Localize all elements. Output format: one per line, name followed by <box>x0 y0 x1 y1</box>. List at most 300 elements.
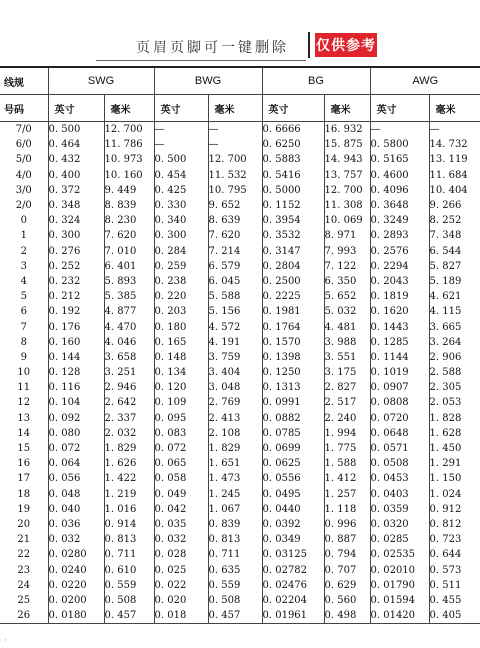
table-cell: 5. 588 <box>208 289 262 304</box>
table-cell: 6. 401 <box>104 259 154 274</box>
gauge-number-cell: 1 <box>20 230 27 242</box>
table-cell: 0. 083 <box>154 426 208 441</box>
gauge-number-label: 号码 <box>0 95 48 122</box>
gauge-number-cell: 4 <box>20 275 27 287</box>
unit-header-mm: 毫米 <box>429 95 480 122</box>
table-cell: 1. 829 <box>208 441 262 456</box>
table-row <box>0 137 480 152</box>
table-cell: 0. 0240 <box>48 562 104 577</box>
gauge-number-cell: 2/0 <box>15 200 32 212</box>
table-cell: 0. 0453 <box>370 471 429 486</box>
table-cell: 4. 877 <box>104 304 154 319</box>
table-cell: 0. 065 <box>154 456 208 471</box>
table-cell: 15. 875 <box>324 137 370 152</box>
table-cell: 0. 0648 <box>370 426 429 441</box>
table-cell: 7. 214 <box>208 244 262 259</box>
unit-header-inch: 英寸 <box>262 95 324 122</box>
table-cell: 0. 559 <box>208 578 262 593</box>
table-cell: 0. 794 <box>324 547 370 562</box>
table-cell: 0. 02010 <box>370 562 429 577</box>
table-cell: 4. 481 <box>324 319 370 334</box>
gauge-number-cell: 4/0 <box>15 169 32 181</box>
table-cell: 0. 104 <box>48 395 104 410</box>
table-row <box>0 395 480 410</box>
table-cell: 1. 118 <box>324 502 370 517</box>
table-cell: 1. 450 <box>429 441 480 456</box>
table-cell: 7. 122 <box>324 259 370 274</box>
table-cell: 0. 1250 <box>262 365 324 380</box>
table-cell: 0. 454 <box>154 168 208 183</box>
table-cell: 7. 993 <box>324 244 370 259</box>
table-cell: 0. 022 <box>154 578 208 593</box>
header-title: 页眉页脚可一键删除 <box>136 40 289 56</box>
table-row <box>0 350 480 365</box>
table-cell: 0. 058 <box>154 471 208 486</box>
gauge-number-cell: 5 <box>20 291 27 303</box>
table-cell: 8. 230 <box>104 213 154 228</box>
table-cell: 0. 025 <box>154 562 208 577</box>
table-cell: 0. 020 <box>154 593 208 608</box>
gauge-number-cell: 8 <box>20 336 27 348</box>
table-cell: 2. 769 <box>208 395 262 410</box>
table-cell: 0. 148 <box>154 350 208 365</box>
table-cell: 11. 786 <box>104 137 154 152</box>
gauge-number-cell: 7 <box>20 321 27 333</box>
table-cell: 0. 036 <box>48 517 104 532</box>
table-cell: 0. 0508 <box>370 456 429 471</box>
table-cell: 9. 652 <box>208 198 262 213</box>
table-cell: 0. 064 <box>48 456 104 471</box>
table-cell: 0. 0991 <box>262 395 324 410</box>
unit-header-mm: 毫米 <box>104 95 154 122</box>
table-row <box>0 335 480 350</box>
table-cell: 0. 560 <box>324 593 370 608</box>
table-row <box>0 304 480 319</box>
table-cell: 10. 069 <box>324 213 370 228</box>
table-cell: 0. 0320 <box>370 517 429 532</box>
table-cell: 0. 3648 <box>370 198 429 213</box>
table-cell: 3. 251 <box>104 365 154 380</box>
table-cell: 0. 2225 <box>262 289 324 304</box>
table-cell: 14. 943 <box>324 152 370 167</box>
table-row <box>0 608 480 624</box>
table-row <box>0 183 480 198</box>
table-cell: 11. 308 <box>324 198 370 213</box>
table-cell: 0. 259 <box>154 259 208 274</box>
table-cell: 4. 115 <box>429 304 480 319</box>
table-cell: 0. 6250 <box>262 137 324 152</box>
table-cell: 3. 665 <box>429 319 480 334</box>
table-cell: 12. 700 <box>208 152 262 167</box>
gauge-number-cell: 24 <box>17 579 31 591</box>
table-row <box>0 532 480 547</box>
table-cell: 0. 400 <box>48 168 104 183</box>
table-cell: 0. 5800 <box>370 137 429 152</box>
table-cell: 1. 067 <box>208 502 262 517</box>
table-cell: 3. 658 <box>104 350 154 365</box>
gauge-number-cell: 25 <box>17 594 31 606</box>
table-cell: 0. 405 <box>429 608 480 624</box>
table-cell: 7. 620 <box>104 228 154 243</box>
table-cell: — <box>208 137 262 152</box>
table-cell: 0. 072 <box>154 441 208 456</box>
table-cell: 0. 1019 <box>370 365 429 380</box>
gauge-number-cell: 2 <box>20 245 27 257</box>
standard-header-bg: BG <box>262 67 370 95</box>
table-cell: 0. 813 <box>208 532 262 547</box>
table-cell: 0. 212 <box>48 289 104 304</box>
table-cell: — <box>429 122 480 138</box>
table-row <box>0 562 480 577</box>
table-cell: 1. 829 <box>104 441 154 456</box>
table-row <box>0 228 480 243</box>
table-cell: 0. 276 <box>48 244 104 259</box>
gauge-number-cell: 21 <box>17 534 31 546</box>
table-cell: 3. 264 <box>429 335 480 350</box>
gauge-number-cell: 6/0 <box>15 139 32 151</box>
gauge-number-cell: 19 <box>17 503 31 515</box>
table-cell: 0. 095 <box>154 411 208 426</box>
header-divider <box>308 32 310 58</box>
table-cell: 16. 932 <box>324 122 370 138</box>
table-cell: 4. 621 <box>429 289 480 304</box>
table-cell: 0. 035 <box>154 517 208 532</box>
table-cell: 0. 176 <box>48 319 104 334</box>
table-cell: 8. 252 <box>429 213 480 228</box>
table-cell: 1. 775 <box>324 441 370 456</box>
table-cell: 0. 232 <box>48 274 104 289</box>
table-cell: 0. 707 <box>324 562 370 577</box>
table-cell: 0. 080 <box>48 426 104 441</box>
table-cell: 0. 048 <box>48 487 104 502</box>
table-cell: 0. 01961 <box>262 608 324 624</box>
table-cell: 0. 1144 <box>370 350 429 365</box>
table-row <box>0 547 480 562</box>
standard-header-swg: SWG <box>48 67 154 95</box>
table-cell: 0. 1152 <box>262 198 324 213</box>
gauge-number-cell: 23 <box>17 564 31 576</box>
table-row <box>0 259 480 274</box>
table-cell: 0. 0440 <box>262 502 324 517</box>
table-cell: 1. 245 <box>208 487 262 502</box>
table-cell: 10. 404 <box>429 183 480 198</box>
table-cell: 5. 189 <box>429 274 480 289</box>
table-cell: 0. 500 <box>154 152 208 167</box>
table-cell: 4. 572 <box>208 319 262 334</box>
table-cell: 7. 620 <box>208 228 262 243</box>
table-cell: 0. 1620 <box>370 304 429 319</box>
table-cell: 0. 0808 <box>370 395 429 410</box>
table-cell: 10. 973 <box>104 152 154 167</box>
table-cell: 1. 024 <box>429 487 480 502</box>
table-cell: 0. 109 <box>154 395 208 410</box>
table-cell: 0. 996 <box>324 517 370 532</box>
table-cell: 0. 0882 <box>262 411 324 426</box>
table-cell: 1. 473 <box>208 471 262 486</box>
table-cell: 0. 887 <box>324 532 370 547</box>
table-cell: 0. 0200 <box>48 593 104 608</box>
standard-header-awg: AWG <box>370 67 480 95</box>
table-cell: 10. 160 <box>104 168 154 183</box>
gauge-number-cell: 0 <box>20 215 27 227</box>
table-cell: 0. 1285 <box>370 335 429 350</box>
table-cell: 0. 1398 <box>262 350 324 365</box>
table-cell: 0. 372 <box>48 183 104 198</box>
table-cell: 0. 2500 <box>262 274 324 289</box>
table-cell: 2. 240 <box>324 411 370 426</box>
table-cell: 0. 1981 <box>262 304 324 319</box>
header-underline <box>96 60 306 61</box>
gauge-number-cell: 13 <box>17 412 31 424</box>
table-cell: 1. 588 <box>324 456 370 471</box>
gauge-number-cell: 7/0 <box>15 124 32 136</box>
table-cell: 4. 470 <box>104 319 154 334</box>
gauge-number-cell: 12 <box>17 397 31 409</box>
table-cell: 5. 032 <box>324 304 370 319</box>
table-cell: 13. 757 <box>324 168 370 183</box>
table-cell: 0. 0349 <box>262 532 324 547</box>
table-cell: 10. 795 <box>208 183 262 198</box>
table-cell: 0. 0280 <box>48 547 104 562</box>
table-cell: 0. 635 <box>208 562 262 577</box>
table-cell: 0. 644 <box>429 547 480 562</box>
table-row <box>0 289 480 304</box>
table-cell: 3. 551 <box>324 350 370 365</box>
table-cell: 0. 464 <box>48 137 104 152</box>
table-cell: 0. 1313 <box>262 380 324 395</box>
table-cell: 0. 128 <box>48 365 104 380</box>
table-cell: 12. 700 <box>324 183 370 198</box>
table-cell: 1. 828 <box>429 411 480 426</box>
table-cell: 0. 144 <box>48 350 104 365</box>
table-row <box>0 365 480 380</box>
table-cell: 0. 300 <box>154 228 208 243</box>
table-cell: 0. 812 <box>429 517 480 532</box>
table-cell: 2. 946 <box>104 380 154 395</box>
table-cell: 1. 412 <box>324 471 370 486</box>
table-cell: 0. 5165 <box>370 152 429 167</box>
gauge-number-cell: 10 <box>17 367 31 379</box>
table-cell: 0. 0785 <box>262 426 324 441</box>
table-cell: 0. 01790 <box>370 578 429 593</box>
table-cell: 8. 839 <box>104 198 154 213</box>
table-row <box>0 502 480 517</box>
table-cell: 0. 511 <box>429 578 480 593</box>
wire-gauge-table <box>0 66 480 624</box>
table-row <box>0 487 480 502</box>
table-body <box>0 122 480 624</box>
table-cell: 1. 016 <box>104 502 154 517</box>
table-cell: 0. 0403 <box>370 487 429 502</box>
table-cell: 0. 500 <box>48 122 104 138</box>
table-cell: 0. 2043 <box>370 274 429 289</box>
table-cell: — <box>154 137 208 152</box>
table-cell: 0. 072 <box>48 441 104 456</box>
table-cell: 0. 02535 <box>370 547 429 562</box>
gauge-corner-label: 线规 <box>0 67 48 95</box>
gauge-number-cell: 14 <box>17 427 31 439</box>
table-cell: 5. 893 <box>104 274 154 289</box>
table-cell: 3. 404 <box>208 365 262 380</box>
footer-mark: · <box>4 636 7 645</box>
table-row <box>0 441 480 456</box>
table-cell: 0. 0180 <box>48 608 104 624</box>
table-cell: 0. 498 <box>324 608 370 624</box>
table-cell: 5. 156 <box>208 304 262 319</box>
page-header <box>96 30 386 62</box>
table-cell: 0. 0699 <box>262 441 324 456</box>
table-cell: 1. 291 <box>429 456 480 471</box>
table-row <box>0 411 480 426</box>
table-cell: 0. 457 <box>208 608 262 624</box>
table-row <box>0 517 480 532</box>
table-cell: 2. 108 <box>208 426 262 441</box>
table-cell: 5. 827 <box>429 259 480 274</box>
table-cell: 0. 049 <box>154 487 208 502</box>
table-cell: 0. 839 <box>208 517 262 532</box>
table-cell: 0. 180 <box>154 319 208 334</box>
unit-header-inch: 英寸 <box>48 95 104 122</box>
gauge-number-cell: 3 <box>20 260 27 272</box>
table-cell: 0. 01594 <box>370 593 429 608</box>
table-cell: 0. 018 <box>154 608 208 624</box>
table-cell: 0. 1764 <box>262 319 324 334</box>
table-cell: 0. 3147 <box>262 244 324 259</box>
table-cell: 5. 652 <box>324 289 370 304</box>
table-cell: 2. 827 <box>324 380 370 395</box>
table-cell: 9. 449 <box>104 183 154 198</box>
table-cell: 0. 0285 <box>370 532 429 547</box>
table-cell: 2. 906 <box>429 350 480 365</box>
table-cell: 9. 266 <box>429 198 480 213</box>
table-cell: 0. 914 <box>104 517 154 532</box>
table-cell: 0. 0625 <box>262 456 324 471</box>
table-cell: 1. 422 <box>104 471 154 486</box>
gauge-number-cell: 16 <box>17 458 31 470</box>
table-cell: 0. 4096 <box>370 183 429 198</box>
table-cell: 0. 813 <box>104 532 154 547</box>
table-cell: 2. 517 <box>324 395 370 410</box>
table-cell: 0. 092 <box>48 411 104 426</box>
table-cell: 0. 711 <box>104 547 154 562</box>
table-cell: 0. 032 <box>154 532 208 547</box>
table-cell: 0. 252 <box>48 259 104 274</box>
table-cell: 0. 300 <box>48 228 104 243</box>
table-row <box>0 198 480 213</box>
table-row <box>0 426 480 441</box>
table-cell: 0. 723 <box>429 532 480 547</box>
table-row <box>0 456 480 471</box>
table-cell: 0. 116 <box>48 380 104 395</box>
table-cell: 0. 040 <box>48 502 104 517</box>
table-row <box>0 122 480 138</box>
table-cell: 3. 175 <box>324 365 370 380</box>
table-cell: 0. 134 <box>154 365 208 380</box>
gauge-number-cell: 5/0 <box>15 154 32 166</box>
table-row <box>0 274 480 289</box>
table-cell: — <box>154 122 208 138</box>
gauge-number-cell: 3/0 <box>15 184 32 196</box>
table-cell: 0. 425 <box>154 183 208 198</box>
gauge-number-cell: 22 <box>17 549 31 561</box>
table-cell: 0. 0359 <box>370 502 429 517</box>
table-cell: 6. 579 <box>208 259 262 274</box>
table-cell: 11. 684 <box>429 168 480 183</box>
table-cell: 0. 02782 <box>262 562 324 577</box>
table-cell: 0. 192 <box>48 304 104 319</box>
table-cell: 0. 3954 <box>262 213 324 228</box>
table-row <box>0 152 480 167</box>
table-cell: 3. 988 <box>324 335 370 350</box>
table-cell: 0. 165 <box>154 335 208 350</box>
table-cell: 1. 150 <box>429 471 480 486</box>
table-cell: 0. 432 <box>48 152 104 167</box>
table-cell: 0. 1570 <box>262 335 324 350</box>
table-cell: 0. 3532 <box>262 228 324 243</box>
table-cell: 6. 350 <box>324 274 370 289</box>
table-cell: 0. 4600 <box>370 168 429 183</box>
table-cell: 8. 639 <box>208 213 262 228</box>
table-cell: 5. 385 <box>104 289 154 304</box>
gauge-number-cell: 15 <box>17 443 31 455</box>
table-cell: 2. 413 <box>208 411 262 426</box>
table-cell: 0. 573 <box>429 562 480 577</box>
table-cell: 0. 120 <box>154 380 208 395</box>
table-cell: 1. 219 <box>104 487 154 502</box>
table-cell: 0. 5416 <box>262 168 324 183</box>
table-cell: 0. 610 <box>104 562 154 577</box>
table-cell: 2. 642 <box>104 395 154 410</box>
table-cell: 1. 257 <box>324 487 370 502</box>
table-cell: 0. 2576 <box>370 244 429 259</box>
table-cell: 2. 305 <box>429 380 480 395</box>
table-cell: 0. 028 <box>154 547 208 562</box>
table-cell: 0. 032 <box>48 532 104 547</box>
table-cell: 0. 203 <box>154 304 208 319</box>
table-cell: 0. 0495 <box>262 487 324 502</box>
table-cell: 14. 732 <box>429 137 480 152</box>
table-cell: 0. 0220 <box>48 578 104 593</box>
table-cell: 0. 0907 <box>370 380 429 395</box>
table-cell: 1. 651 <box>208 456 262 471</box>
table-cell: 11. 532 <box>208 168 262 183</box>
table-cell: 7. 348 <box>429 228 480 243</box>
table-cell: 6. 045 <box>208 274 262 289</box>
gauge-number-cell: 9 <box>20 351 27 363</box>
table-cell: 0. 340 <box>154 213 208 228</box>
standards-header-row <box>0 67 480 95</box>
table-cell: 0. 5000 <box>262 183 324 198</box>
table-cell: 6. 544 <box>429 244 480 259</box>
unit-header-inch: 英寸 <box>154 95 208 122</box>
table-cell: 0. 01420 <box>370 608 429 624</box>
table-cell: 0. 3249 <box>370 213 429 228</box>
table-cell: 0. 2893 <box>370 228 429 243</box>
table-cell: 0. 457 <box>104 608 154 624</box>
table-cell: 0. 03125 <box>262 547 324 562</box>
table-cell: 0. 220 <box>154 289 208 304</box>
table-cell: 0. 056 <box>48 471 104 486</box>
table-row <box>0 319 480 334</box>
table-row <box>0 244 480 259</box>
table-cell: 0. 0392 <box>262 517 324 532</box>
table-cell: 0. 2294 <box>370 259 429 274</box>
table-cell: 0. 160 <box>48 335 104 350</box>
table-cell: 0. 042 <box>154 502 208 517</box>
table-cell: 0. 5883 <box>262 152 324 167</box>
table-cell: 2. 053 <box>429 395 480 410</box>
table-cell: 2. 032 <box>104 426 154 441</box>
